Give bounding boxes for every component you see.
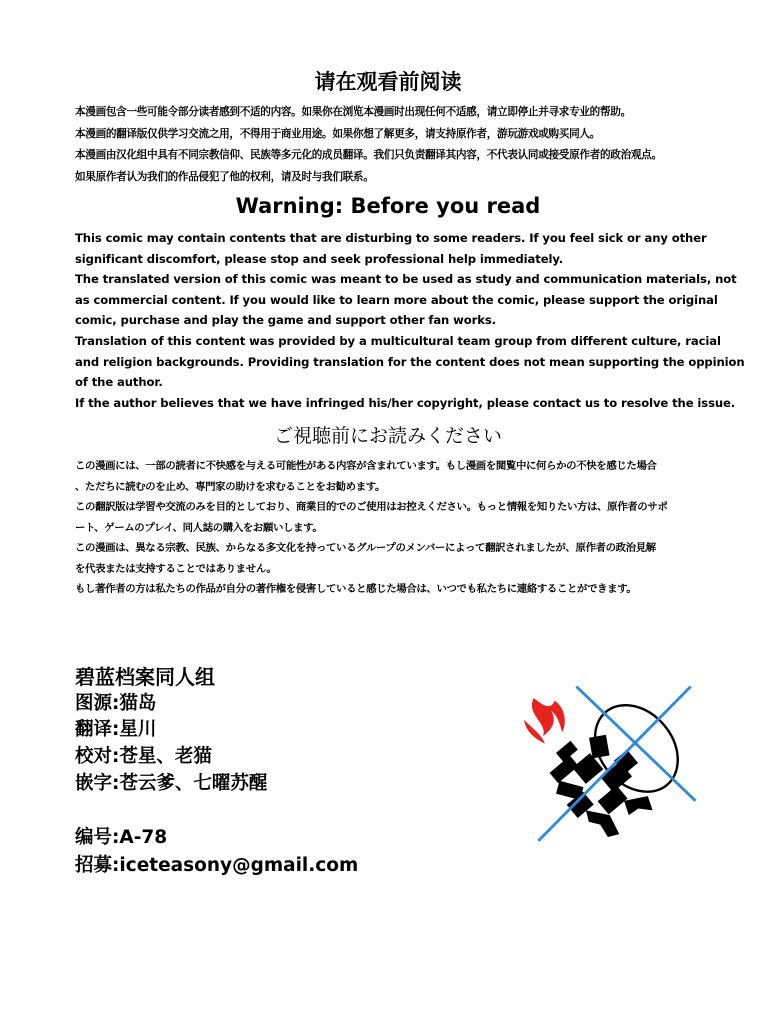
- credits-block: [75, 664, 267, 798]
- text-line: This comic may contain contents that are disturbing to some readers. If you feel sick or any other: [75, 231, 707, 245]
- text-line: If the author believes that we have infringed his/her copyright, please contact us to resolve the issue.: [75, 395, 736, 410]
- contact-block: [75, 824, 358, 880]
- text-line: ート、ゲームのプレイ、同人誌の購入をお願いします。: [75, 521, 323, 534]
- text-line: The translated version of this comic was meant to be used as study and communication materials, not: [75, 272, 737, 287]
- japanese-warning-text: [75, 456, 715, 600]
- credit-translation: 翻译:星川: [75, 719, 157, 741]
- group-name: 碧蓝档案同人组: [75, 665, 215, 689]
- gear-wrench-icon: [550, 735, 653, 837]
- text-line: significant discomfort, please stop and seek professional help immediately.: [75, 251, 564, 266]
- issue-number: 编号:A-78: [75, 827, 168, 848]
- text-line: as commercial content. If you would like to learn more about the comic, please support the original: [75, 292, 718, 307]
- chinese-warning-text: [75, 102, 715, 189]
- flame-icon: [524, 698, 565, 744]
- text-line: 、ただちに読むのを止め、専門家の助けを求むることをお勧めます。: [75, 480, 386, 493]
- english-warning-title: Warning: Before you read: [235, 194, 541, 218]
- credit-typesetting: 嵌字:苍云爹、七曜苏醒: [75, 772, 268, 794]
- english-warning-text: [75, 228, 745, 413]
- text-line: 如果原作者认为我们的作品侵犯了他的权利，请及时与我们联系。: [75, 171, 374, 184]
- text-line: of the author.: [75, 375, 163, 390]
- text-line: 本漫画的翻译版仅供学习交流之用，不得用于商业用途。如果你想了解更多，请支持原作者，游玩游戏或购买同人。: [75, 127, 600, 140]
- text-line: この翻訳版は学習や交流のみを目的としており、商業目的でのご使用はお控えください。もっと情報を知りたい方は、原作者のサポ: [75, 501, 668, 513]
- text-line: この漫画は、異なる宗教、民族、からなる多文化を持っているグループのメンバーによって翻訳されましたが、原作者の政治見解: [75, 542, 656, 554]
- japanese-warning-title: ご視聴前にお読みください: [273, 425, 502, 447]
- text-line: and religion backgrounds. Providing translation for the content does not mean supporting the oppinion: [75, 354, 745, 369]
- group-logo: [505, 675, 705, 860]
- text-line: Translation of this content was provided by a multicultural team group from different culture, racial: [75, 333, 721, 348]
- text-line: この漫画には、一部の読者に不快感を与える可能性がある内容が含まれています。もし漫画を閲覧中に何らかの不快を感じた場合: [75, 460, 657, 472]
- recruit-email: 招募:iceteasony@gmail.com: [75, 855, 359, 876]
- credit-proofreading: 校对:苍星、老猫: [75, 746, 212, 768]
- text-line: 本漫画包含一些可能令部分读者感到不适的内容。如果你在浏览本漫画时出现任何不适感，请立即停止并寻求专业的帮助。: [75, 106, 631, 118]
- text-line: 本漫画由汉化组中具有不同宗教信仰、民族等多元化的成员翻译。我们只负责翻译其内容，不代表认同或接受原作者的政治观点。: [75, 149, 662, 162]
- chinese-warning-title: 请在观看前阅读: [314, 70, 462, 94]
- text-line: もし著作者の方は私たちの作品が自分の著作権を侵害していると感じた場合は、いつでも私たちに連絡することができます。: [75, 583, 637, 595]
- credit-source: 图源:猫岛: [75, 692, 157, 714]
- text-line: comic, purchase and play the game and support other fan works.: [75, 313, 496, 328]
- text-line: を代表または支持することではありません。: [75, 562, 277, 575]
